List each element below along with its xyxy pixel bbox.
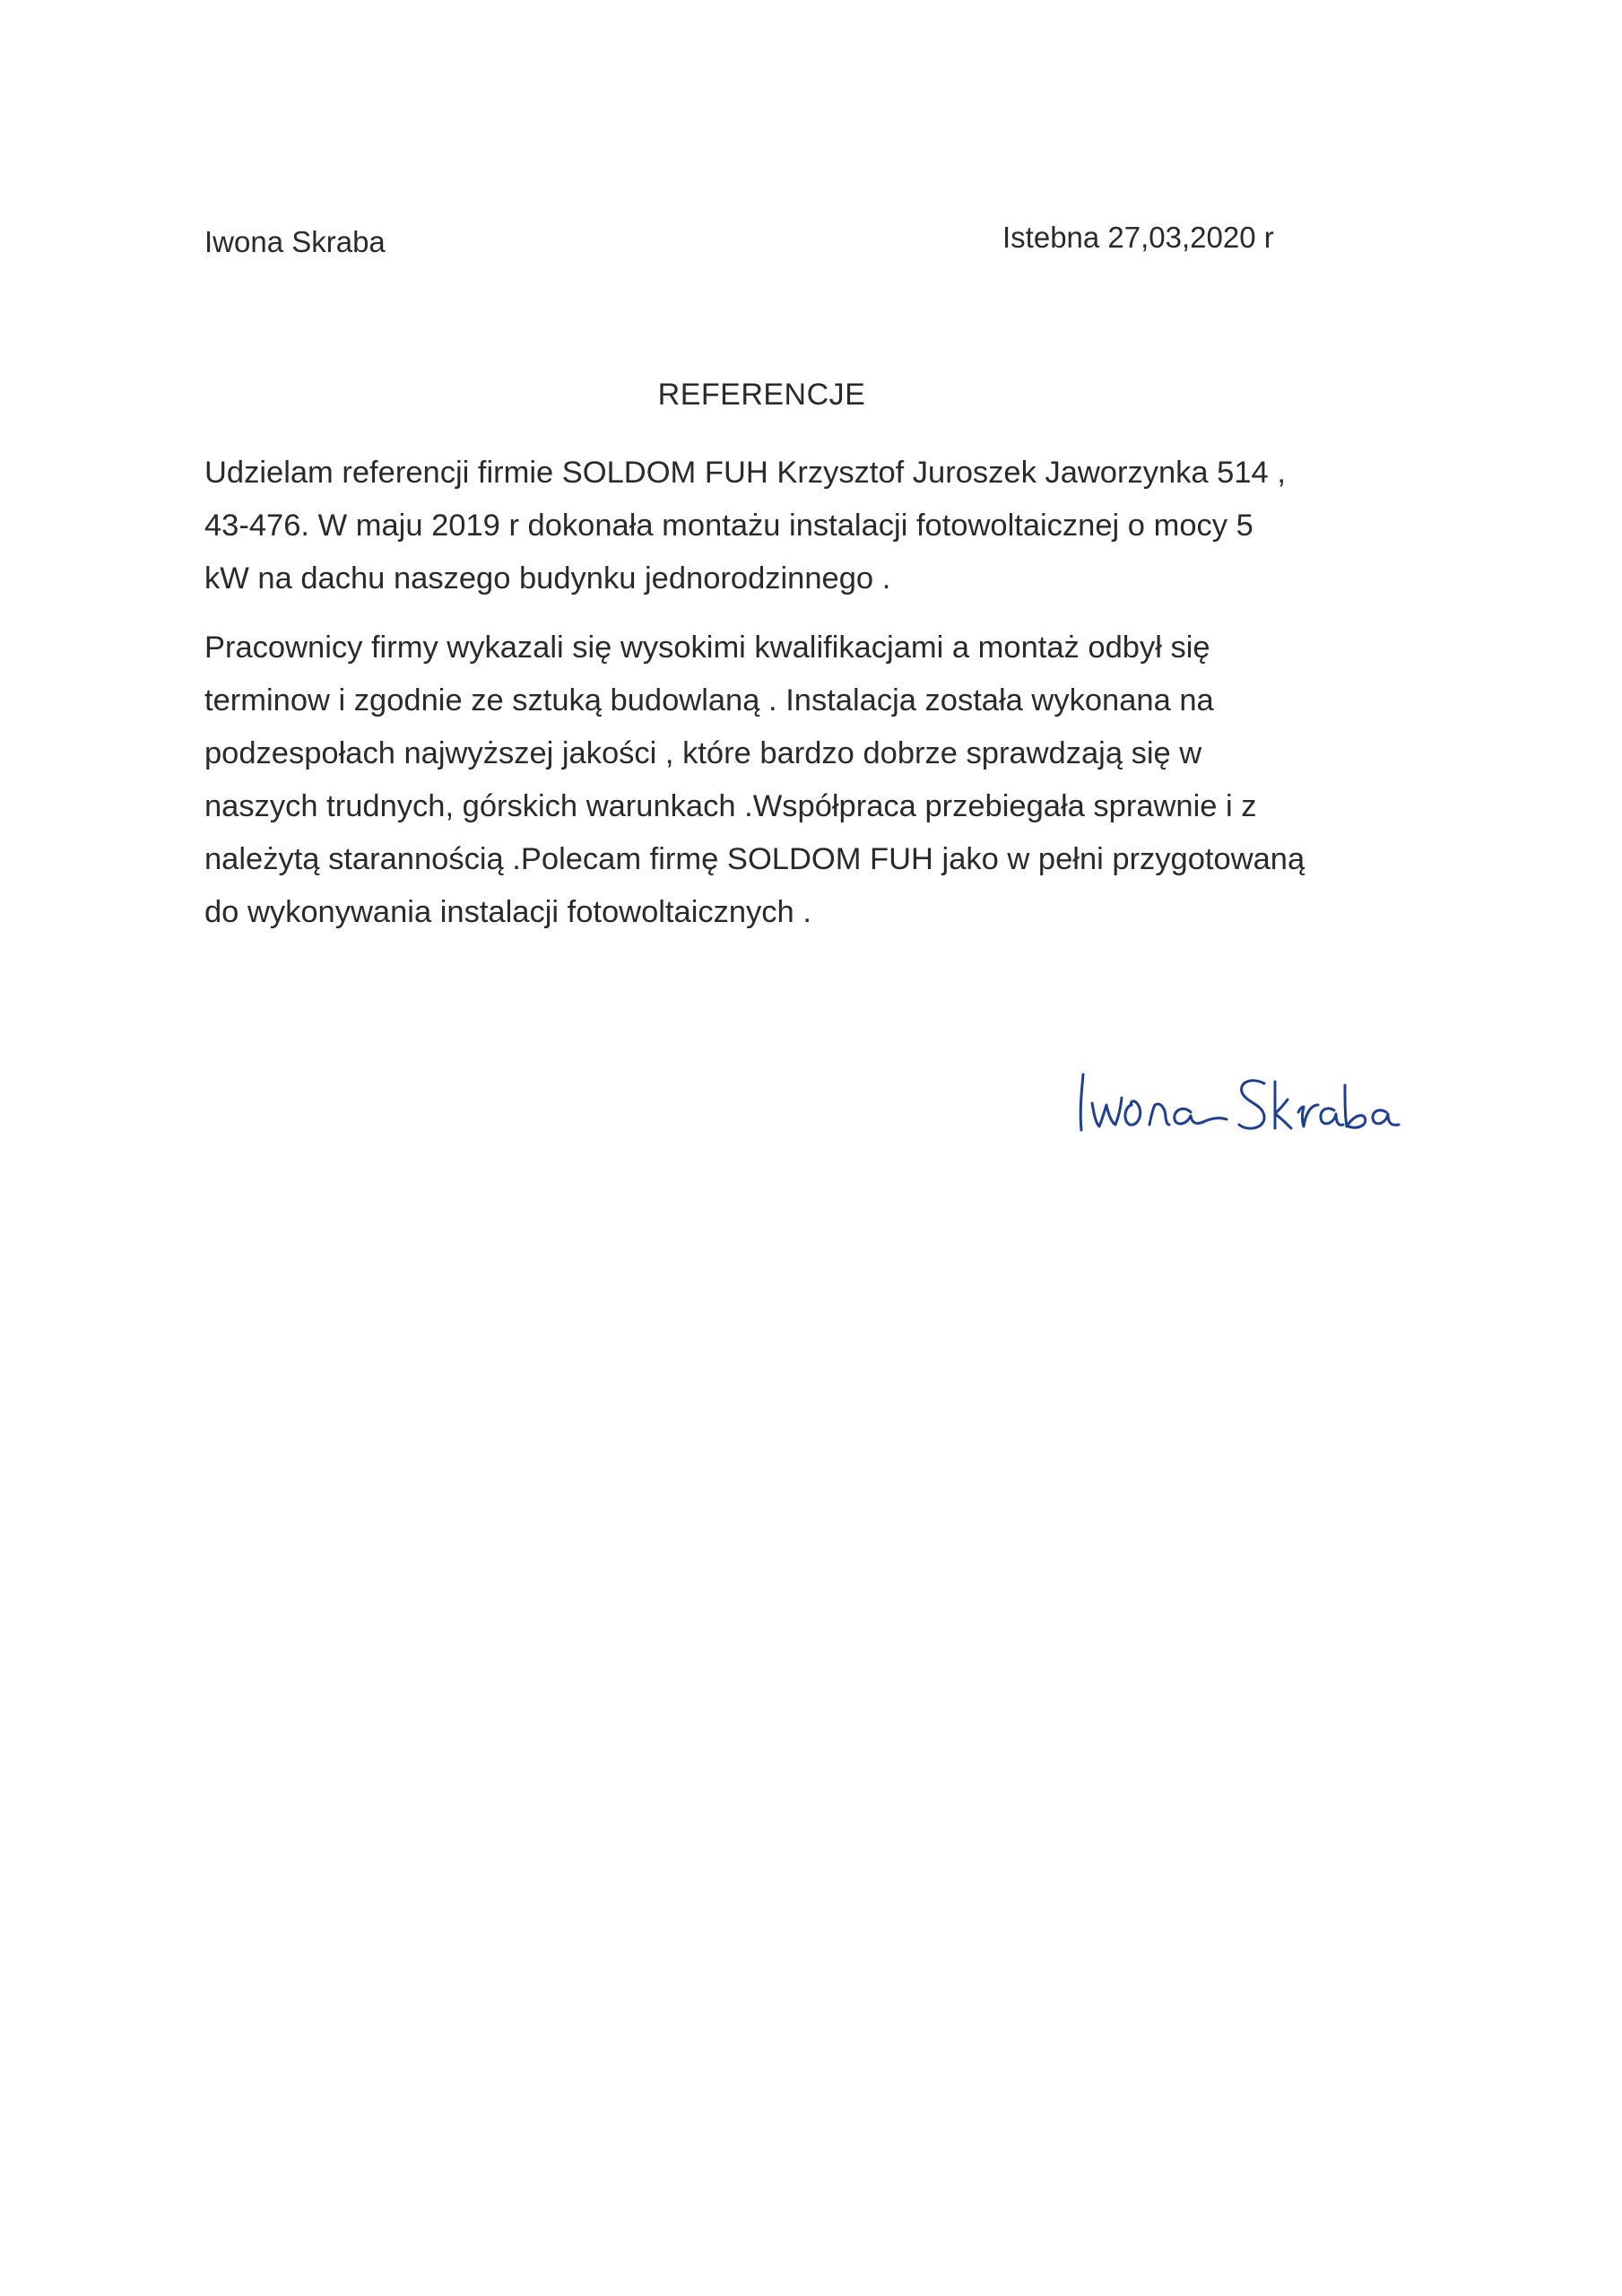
paragraph-line: naszych trudnych, górskich warunkach .Współpraca przebiegała sprawnie i z — [204, 789, 1257, 823]
paragraph-2 — [204, 622, 1433, 939]
signature-drawing — [1072, 1058, 1404, 1148]
paragraph-line: 43-476. W maju 2019 r dokonała montażu instalacji fotowoltaicznej o mocy 5 — [204, 509, 1253, 543]
handwritten-signature — [1072, 1058, 1404, 1148]
paragraph-line: Udzielam referencji firmie SOLDOM FUH Krzysztof Juroszek Jaworzynka 514 , — [204, 456, 1286, 490]
sender-name: Iwona Skraba — [204, 225, 386, 258]
paragraph-line: podzespołach najwyższej jakości , które bardzo dobrze sprawdzają się w — [204, 736, 1202, 770]
paragraph-line: Pracownicy firmy wykazali się wysokimi kwalifikacjami a montaż odbył się — [204, 631, 1210, 665]
paragraph-line: należytą starannością .Polecam firmę SOLDOM FUH jako w pełni przygotowaną — [204, 842, 1305, 876]
paragraph-line: do wykonywania instalacji fotowoltaicznych . — [204, 895, 811, 929]
document-title — [0, 377, 1622, 413]
paragraph-line: terminow i zgodnie ze sztuką budowlaną . Instalacja została wykonana na — [204, 683, 1214, 718]
paragraph-1 — [204, 447, 1433, 605]
paragraph-line: kW na dachu naszego budynku jednorodzinnego . — [204, 561, 891, 596]
document-title-text: REFERENCJE — [657, 378, 866, 412]
place-and-date: Istebna 27,03,2020 r — [1002, 221, 1274, 254]
